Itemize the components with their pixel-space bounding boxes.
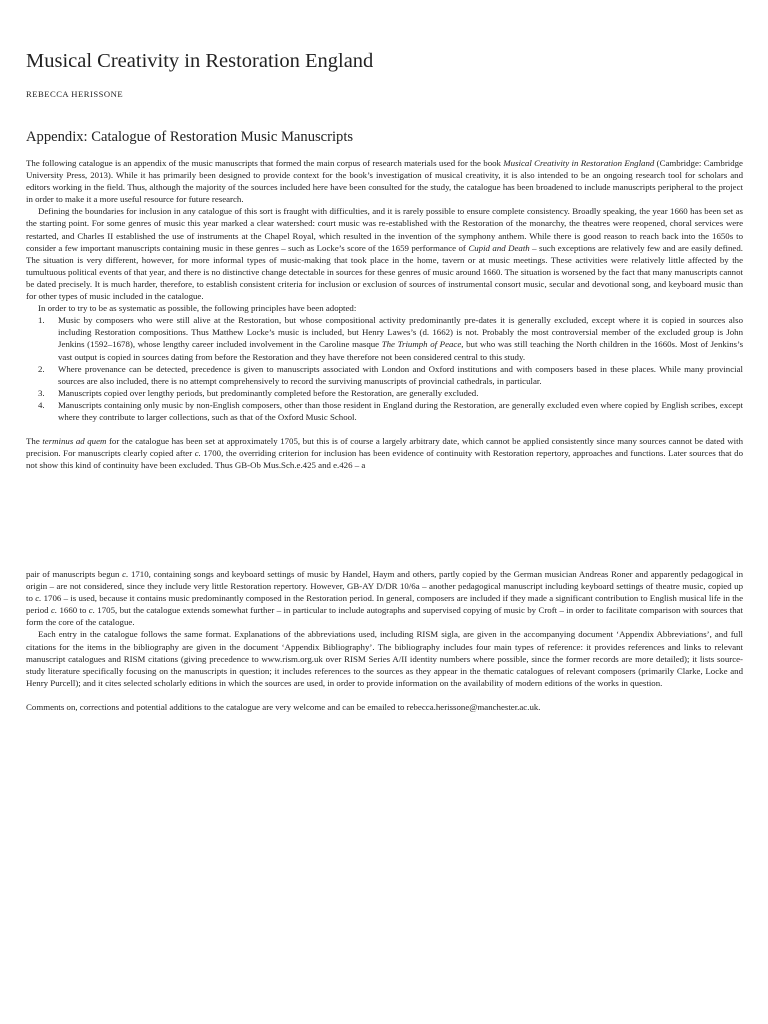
- list-item: 4. Manuscripts containing only music by non-English composers, other than those resident in England during the Restoration, are generally excluded even where copied by English scribes, except where they contribute to larger collections, such as that of the Oxford Music School.: [38, 399, 743, 422]
- list-item: 2. Where provenance can be detected, precedence is given to manuscripts associated with London and Oxford institutions and with composers based in these places. While many provincial sources are also included, there is no attempt comprehensively to record the surviving manuscripts of provincial cathedrals, in particular.: [38, 363, 743, 386]
- paragraph-continuation: pair of manuscripts begun c. 1710, containing songs and keyboard settings of music by Handel, Haym and others, partly copied by the German musician Andreas Roner and apparently pedagogical in origin – are not considered, since they include very little Restoration repertory. However, GB-AY D/DR 10/6a – another pedagogical manuscript including keyboard settings of theatre music, copied up to c. 1706 – is used, because it contains music predominantly composed in the Restoration period. In general, composers are included if they made a significant contribution to English musical life in the period c. 1660 to c. 1705, but the catalogue extends somewhat further – in particular to include autographs and supervised copying of music by Croft – in order to facilitate comparison with sources that form the core of the catalogue.: [26, 569, 743, 628]
- principles-list: [26, 314, 743, 423]
- author-name: REBECCA HERISSONE: [26, 89, 124, 99]
- list-item: 3. Manuscripts copied over lengthy periods, but predominantly completed before the Restoration, are generally excluded.: [38, 387, 479, 398]
- paragraph-boundaries: Defining the boundaries for inclusion in any catalogue of this sort is fraught with difficulties, and it is rarely possible to ensure complete consistency. Broadly speaking, the year 1660 has been set as the starting point. For some genres of music this year marked a clear watershed: court music was re-established with the Restoration of the monarchy, the theatres were reopened, choral services were restarted, and Charles II established the use of instruments at the Chapel Royal, which resulted in the invention of the symphony anthem. While there is good reason to reach back into the 1650s to consider a few important manuscripts containing music in these genres – such as Locke’s score of the 1659 performance of Cupid and Death – such exceptions are relatively few and are easily defined. The situation is very different, however, for more informal types of music-making that took place in the home, tavern or at music meetings. These activities were relatively little affected by the tumultuous political events of that year, and there is no distinctive change detectable in sources for these genres of music around 1660. The situation is worsened by the fact that many manuscripts cannot be dated precisely. It is much harder, therefore, to establish consistent criteria for inclusion or exclusion of sources of instrumental consort music, secular and devotional song, and keyboard music than for other types of music included in the catalogue.: [26, 206, 743, 302]
- paragraph-principles-intro: In order to try to be as systematic as possible, the following principles have been adopted:: [38, 303, 357, 314]
- book-title-italic: Musical Creativity in Restoration England: [503, 158, 655, 168]
- body-text-top: [26, 157, 743, 471]
- page-title: Musical Creativity in Restoration England: [26, 50, 374, 72]
- paragraph-format: Each entry in the catalogue follows the same format. Explanations of the abbreviations used, including RISM sigla, are given in the accompanying document ‘Appendix Abbreviations’, and full citations for the items in the bibliography are given in the document ‘Appendix Bibliography’. The bibliography includes four main types of reference: it provides references and links to relevant manuscript catalogues and RISM citations (giving precedence to www.rism.org.uk over RISM Series A/II identity numbers where possible, since the former records are more detailed); it lists source-study literature specifically focusing on the manuscripts in question; it includes references to the sources as they appear in the thematic catalogues of relevant composers (primarily Clarke, Locke and Henry Purcell); and it cites selected scholarly editions in which the sources are used, in order to provide information on the availability of modern editions of the works in question.: [26, 629, 743, 688]
- paragraph-terminus: The terminus ad quem for the catalogue has been set at approximately 1705, but this is of course a largely arbitrary date, which cannot be applied consistently since many sources cannot be dated with precision. For manuscripts clearly copied after c. 1700, the overriding criterion for inclusion has been evidence of continuity with Restoration repertory, approaches and functions. Later sources that do not show this kind of continuity have been excluded. Thus GB-Ob Mus.Sch.e.425 and e.426 – a: [26, 436, 743, 471]
- paragraph-intro: The following catalogue is an appendix of the music manuscripts that formed the main corpus of research materials used for the book Musical Creativity in Restoration England (Cambridge: Cambridge University Press, 2013). While it has primarily been designed to provide context for the book’s investigation of musical creativity, it is also intended to be an ongoing research tool for scholars and editors working in the field. Thus, although the majority of the sources included here have been consulted for the study, the catalogue has been broadened to include manuscripts peripheral to the project in order to make it a more useful resource for future research.: [26, 158, 743, 205]
- body-text-bottom: [26, 568, 743, 713]
- section-heading: Appendix: Catalogue of Restoration Music Manuscripts: [26, 129, 354, 145]
- paragraph-contact: Comments on, corrections and potential additions to the catalogue are very welcome and can be emailed to rebecca.herissone@manchester.ac.uk.: [26, 701, 541, 712]
- list-item: 1. Music by composers who were still alive at the Restoration, but whose compositional activity predominantly pre-dates it is generally excluded, except where it is copied in sources also including Restoration compositions. Thus Matthew Locke’s music is included, but Henry Lawes’s (d. 1662) is not. Probably the most controversial member of the excluded group is John Jenkins (1592–1678), whose lengthy career included involvement in the Caroline masque The Triumph of Peace, but who was still teaching the North children in the 1660s. Most of Jenkins’s vast output is copied in sources dating from before the Restoration and they have therefore not been considered central to this study.: [38, 315, 744, 362]
